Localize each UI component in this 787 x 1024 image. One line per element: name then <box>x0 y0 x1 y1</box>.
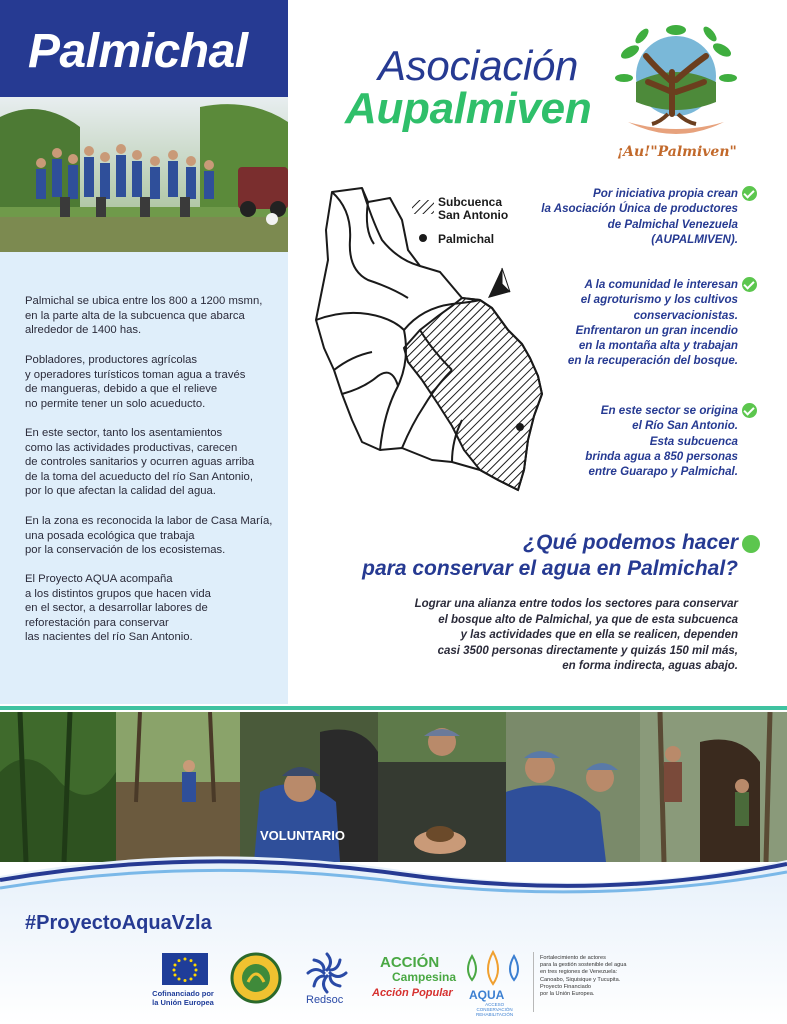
text-initiative: Por iniciativa propia crean la Asociación Única de productores de Palmichal Venezuela (AUPALMIVEN). <box>541 187 738 246</box>
accion-popular-label: Acción Popular <box>372 987 453 999</box>
aqua-subtitle: ACCESO CONSERVACIÓN REHABILITACIÓN <box>476 1002 514 1017</box>
hashtag: #ProyectoAquaVzla <box>25 912 212 934</box>
text-community: A la comunidad le interesan el agroturismo y los cultivos conservacionistas. Enfrentaron un gran incendio en la montaña alta y trabajan en la recuperación del bosque. <box>567 278 738 368</box>
association-title-line1: Asociación <box>378 42 579 89</box>
info-panel <box>0 252 288 704</box>
redsoc-label: Redsoc <box>306 994 344 1006</box>
redsoc-logo <box>304 950 350 996</box>
logo-slogan: ¡Au!"Palmiven" <box>617 144 737 160</box>
text-rio-san-antonio: En este sector se origina el Río San Antonio. Esta subcuenca brinda agua a 850 personas entre Guarapo y Palmichal. <box>585 404 738 479</box>
accion-campesina-title: ACCIÓN <box>380 954 440 971</box>
group-photo <box>0 97 288 252</box>
footer-divider <box>533 952 534 1012</box>
legend-palmichal: Palmichal <box>438 232 495 246</box>
question-heading: ¿Qué podemos hacer para conservar el agua en Palmichal? <box>362 531 738 580</box>
paragraph-sanitation: En este sector, tanto los asentamientos como las actividades productivas, carecen de controles sanitarios y ocurren aguas arriba de la toma del acueducto del río San Antonio, por lo que afectan la calidad del agua. <box>25 427 255 497</box>
volunteer-shirt-text: VOLUNTARIO <box>260 828 345 843</box>
paragraph-water-access: Pobladores, productores agrícolas y operadores turísticos toman agua a través de mangueras, debido a que el relieve no permite tener un solo acueducto. <box>25 354 246 410</box>
green-dot-icon <box>742 535 760 553</box>
divider-line <box>0 706 787 710</box>
page-title: Palmichal <box>28 25 248 78</box>
footer-note: Fortalecimiento de actores para la gestión sostenible del agua en tres regiones de Venezuela: Canoabo, Siquisique y Tucupita. Proyecto Financiado por la Unión Europea. <box>540 955 627 998</box>
aupalmiven-logo <box>612 22 740 142</box>
eu-cofinanciado-text: Cofinanciado por la Unión Europea <box>152 989 214 1007</box>
eu-flag-icon <box>162 953 208 985</box>
association-title-line2: Aupalmiven <box>345 84 592 133</box>
answer-text: Lograr una alianza entre todos los sectores para conservar el bosque alto de Palmichal, ya que de esta subcuenca y las actividades que en ella se realicen, dependen casi 3500 personas directamente y quizás 150 mil más, en forma indirecta, aguas abajo. <box>414 598 738 672</box>
aqua-drops-icon <box>462 950 524 990</box>
title-banner <box>0 0 288 97</box>
paragraph-proyecto-aqua: El Proyecto AQUA acompaña a los distintos grupos que hacen vida en el sector, a desarrollar labores de reforestación para conservar las nacientes del río San Antonio. <box>25 573 211 643</box>
check-icon <box>742 186 757 201</box>
check-icon <box>742 403 757 418</box>
aqua-label: AQUA <box>469 988 505 1002</box>
accion-campesina-subtitle: Campesina <box>392 970 457 984</box>
check-icon <box>742 277 757 292</box>
fundacion-tierra-viva-logo <box>230 952 282 1004</box>
paragraph-casa-maria: En la zona es reconocida la labor de Casa María, una posada ecológica que trabaja por la conservación de los ecosistemas. <box>25 515 273 556</box>
legend-subcuenca: Subcuenca San Antonio <box>438 195 509 222</box>
paragraph-location: Palmichal se ubica entre los 800 a 1200 msmn, en la parte alta de la subcuenca que abarca alrededor de 1400 has. <box>25 295 263 336</box>
